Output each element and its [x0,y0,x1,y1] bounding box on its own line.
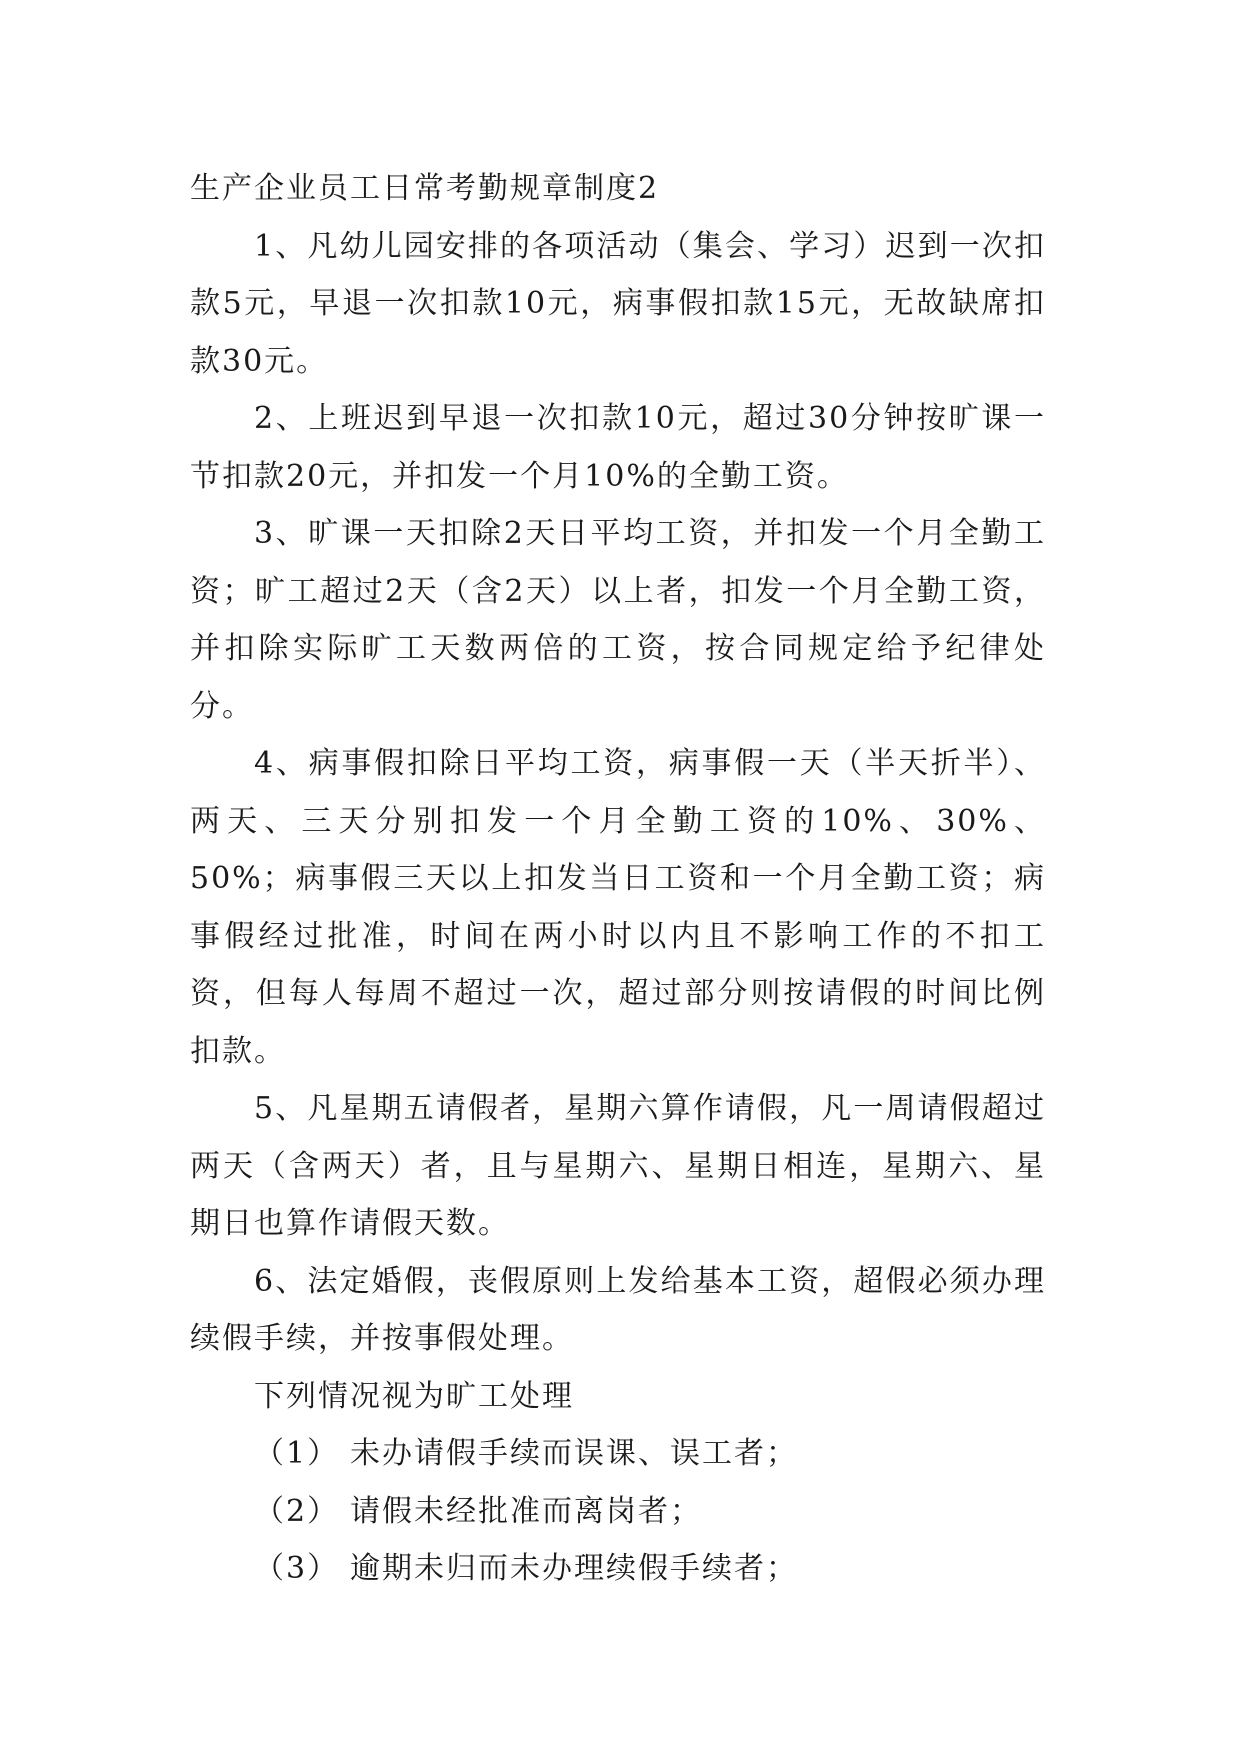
list-item [190,1540,1046,1598]
list-item-text: 未办请假手续而误课、误工者； [350,1436,798,1471]
rule-paragraph-2: 2、上班迟到早退一次扣款10元，超过30分钟按旷课一节扣款20元，并扣发一个月10%的全勤工资。 [190,401,1046,494]
rule-paragraph-5: 5、凡星期五请假者，星期六算作请假，凡一周请假超过两天（含两天）者，且与星期六、星期日相连，星期六、星期日也算作请假天数。 [190,1091,1046,1241]
list-item-text: 请假未经批准而离岗者； [350,1493,702,1529]
list-item-number: （3） [254,1551,340,1586]
rule-paragraph-4: 4、病事假扣除日平均工资，病事假一天（半天折半）、两天、三天分别扣发一个月全勤工资的10%、30%、50%；病事假三天以上扣发当日工资和一个月全勤工资；病事假经过批准，时间在两小时以内且不影响工作的不扣工资，但每人每周不超过一次，超过部分则按请假的时间比例扣款。 [190,746,1046,1069]
absenteeism-subheading: 下列情况视为旷工处理 [254,1378,574,1414]
document-body [190,160,1046,1598]
rule-paragraph-6: 6、法定婚假，丧假原则上发给基本工资，超假必须办理续假手续，并按事假处理。 [190,1263,1046,1356]
list-item [190,1483,1046,1541]
list-item [190,1425,1046,1483]
rule-paragraph-3: 3、旷课一天扣除2天日平均工资，并扣发一个月全勤工资；旷工超过2天（含2天）以上者，扣发一个月全勤工资，并扣除实际旷工天数两倍的工资，按合同规定给予纪律处分。 [190,516,1046,724]
list-item-text: 逾期未归而未办理续假手续者； [350,1551,798,1586]
list-item-number: （2） [254,1493,340,1529]
rule-paragraph-1: 1、凡幼儿园安排的各项活动（集会、学习）迟到一次扣款5元，早退一次扣款10元，病事假扣款15元，无故缺席扣款30元。 [190,228,1046,379]
document-title: 生产企业员工日常考勤规章制度2 [190,171,660,206]
list-item-number: （1） [254,1436,340,1471]
